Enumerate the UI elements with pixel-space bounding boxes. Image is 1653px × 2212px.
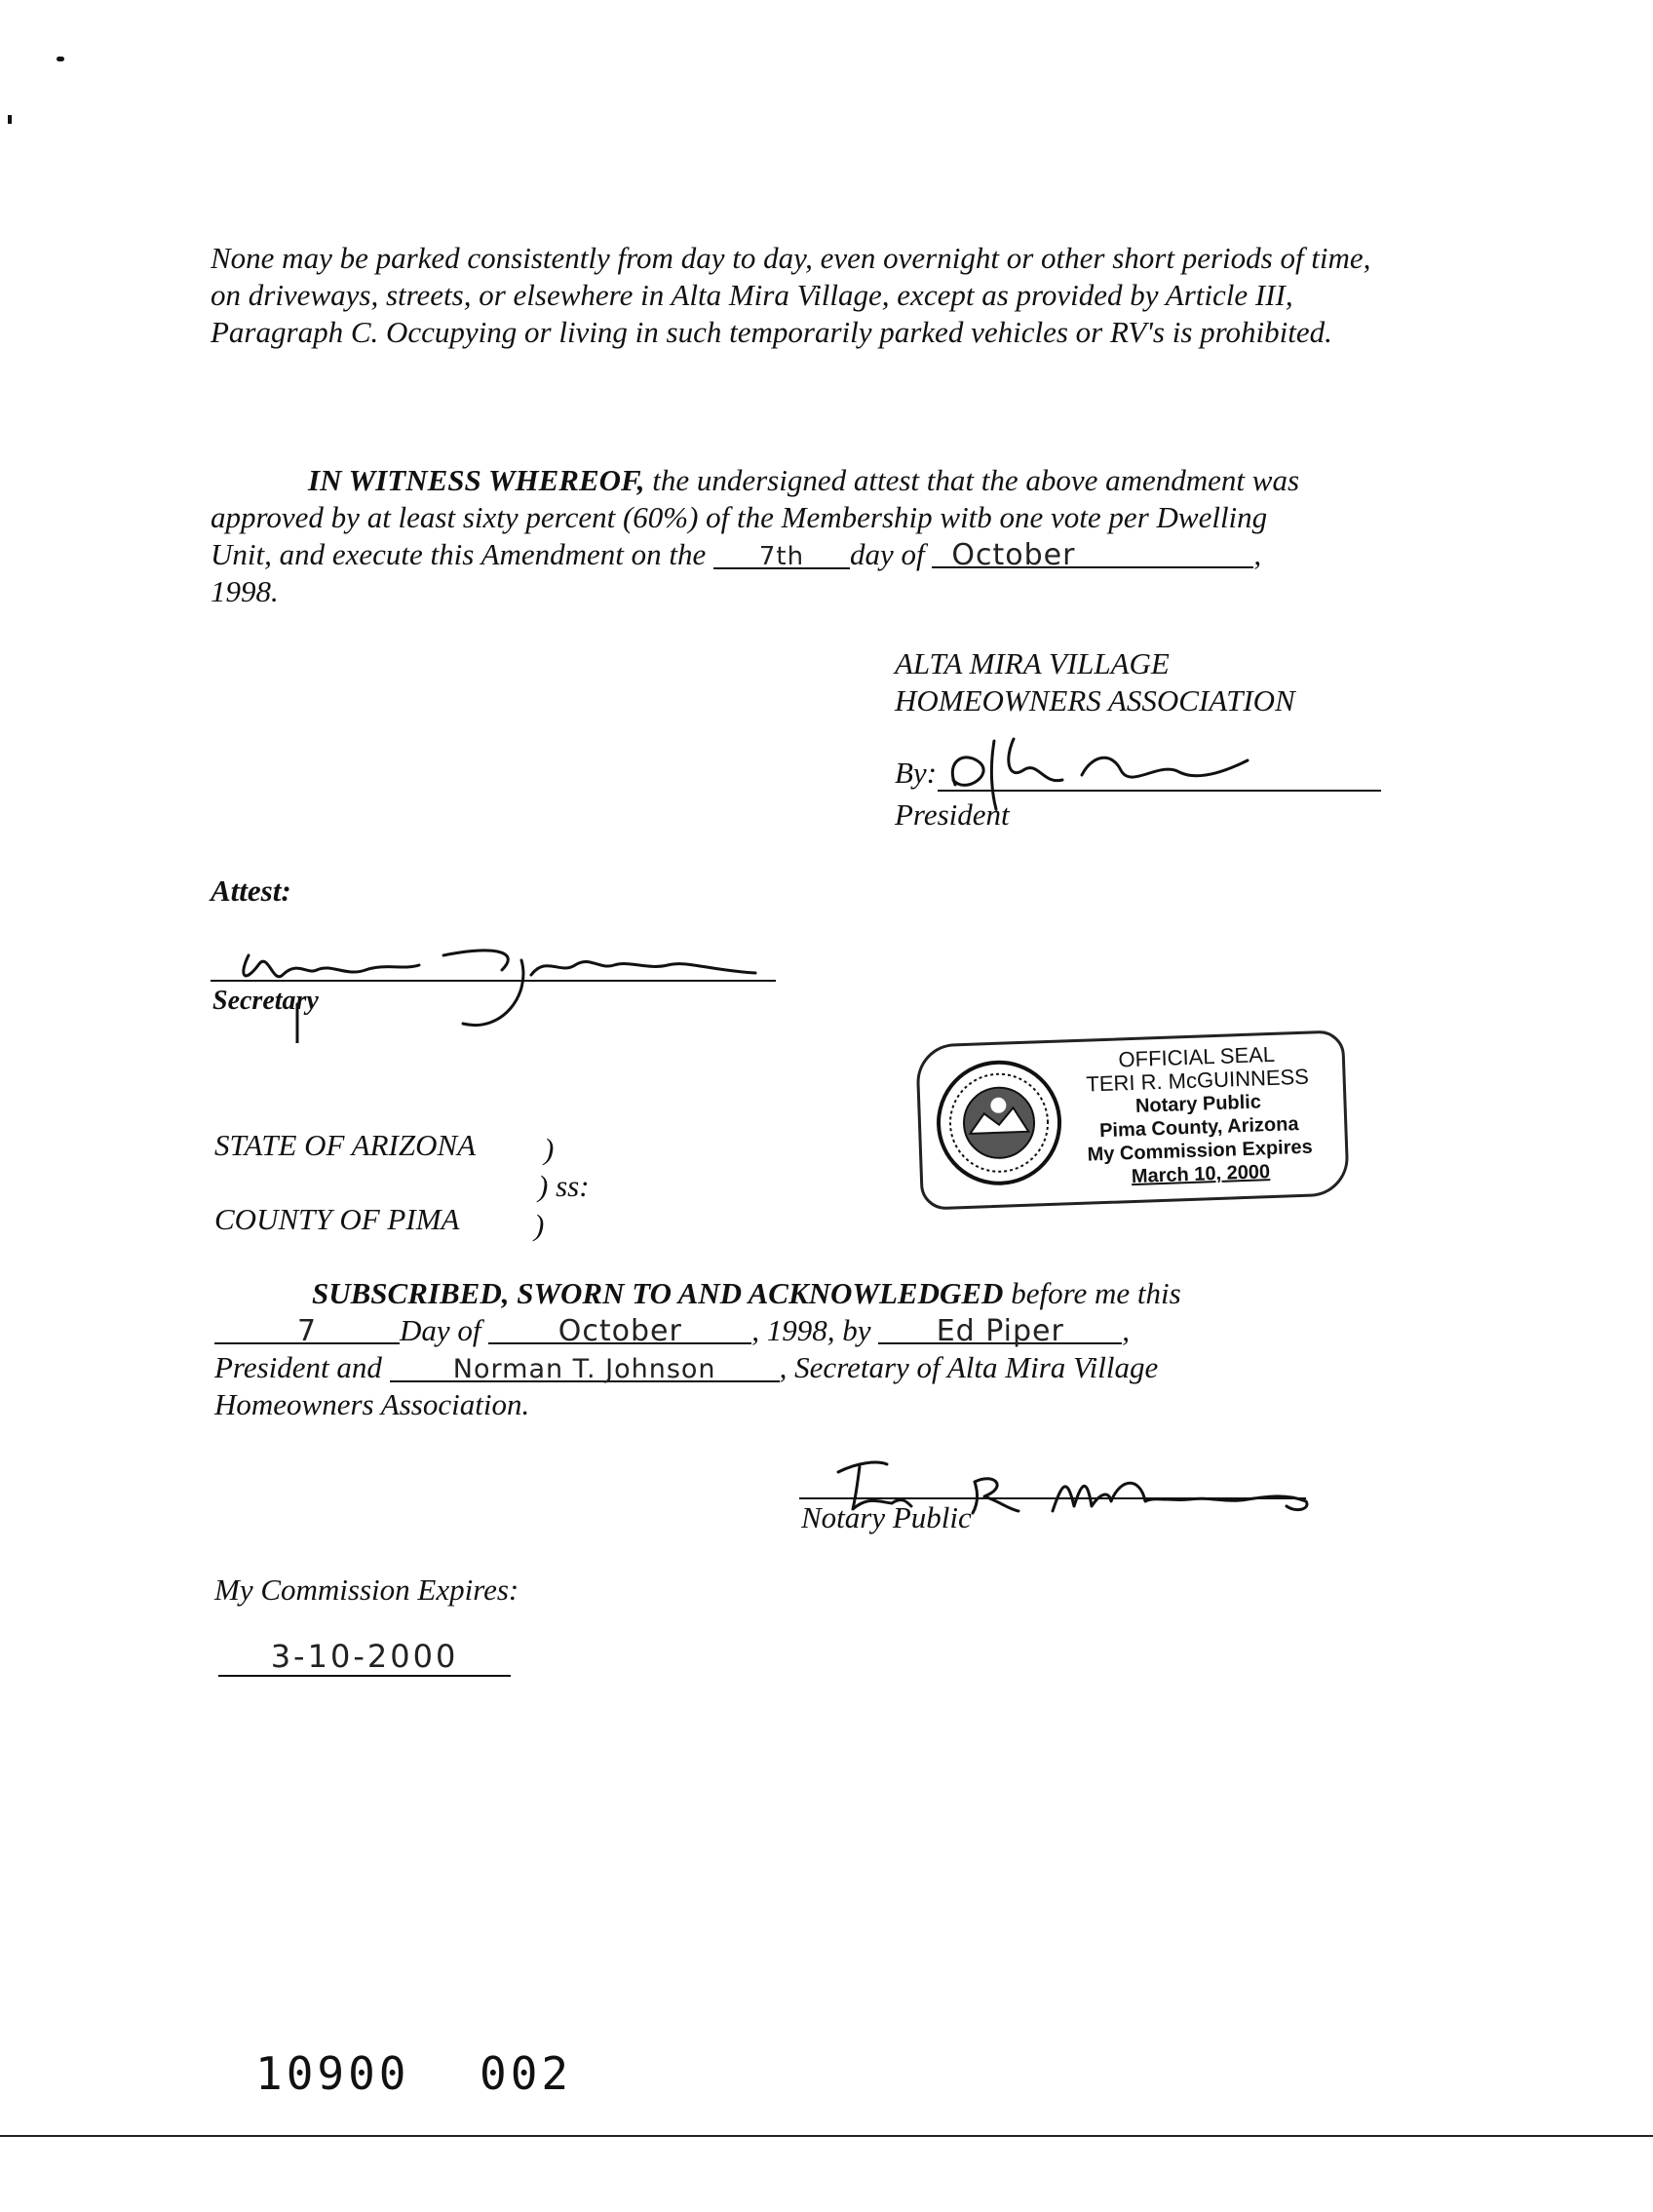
witness-day-field: 7th [713,538,850,569]
arizona-state-seal-icon [929,1052,1070,1193]
attest-label: Attest: [211,873,291,908]
secretary-title: Secretary [212,986,319,1016]
witness-line3a: Unit, and execute this Amendment on the [211,537,707,571]
page-bottom-rule [0,2135,1653,2137]
ack-line-4: Homeowners Association. [214,1387,530,1421]
ack-line-1 [214,1275,1423,1312]
document-number-part-1: 10900 [255,2047,410,2100]
parking-restriction-paragraph: None may be parked consistently from day to day, even overnight or other short periods of time, on driveways, streets, or elsewhere in Alta Mira Village, except as provided by Article III, Paragraph C. Occupying or living in such temporarily parked vehicles or RV's is prohibited. [211,241,1371,349]
witness-line-3: Unit, and execute this Amendment on the 7th day of October , [211,537,1262,572]
venue-county: COUNTY OF PIMA [214,1202,460,1236]
witness-line1-text: the undersigned attest that the above amendment was [652,463,1300,497]
witness-month-field: October [932,537,1253,568]
ack-line-2: 7 Day of October , 1998, by Ed Piper , [214,1312,1423,1349]
seal-line-3: Notary Public [1134,1091,1262,1117]
ack-president-and: President and [214,1350,382,1384]
ack-day-of: Day of [400,1313,481,1347]
seal-line-4: Pima County, Arizona [1098,1113,1299,1143]
ack-lead-rest: before me this [1011,1276,1181,1310]
acknowledgment-paragraph [214,1275,1423,1423]
association-name-1: ALTA MIRA VILLAGE [895,646,1170,680]
ack-secretary-name-field: Norman T. Johnson [390,1351,780,1382]
notary-title: Notary Public [801,1500,972,1534]
ack-secretary-rest: , Secretary of Alta Mira Village [779,1350,1159,1384]
by-label: By: [895,756,938,790]
document-number-part-2: 002 [480,2047,573,2100]
ack-day-field: 7 [214,1313,400,1344]
ack-year-by: , 1998, by [751,1313,871,1347]
seal-text-block [1055,1041,1342,1191]
ack-lead: SUBSCRIBED, SWORN TO AND ACKNOWLEDGED [312,1276,1004,1310]
secretary-signature-line [211,980,776,982]
ack-line-3 [214,1349,1423,1386]
venue-paren-2: ) [534,1208,545,1242]
seal-line-1: OFFICIAL SEAL [1118,1041,1276,1072]
commission-date: 3-10-2000 [270,1638,459,1675]
witness-line3b: day of [849,537,925,571]
commission-date-field [218,1638,511,1677]
venue-state: STATE OF ARIZONA [214,1128,477,1162]
witness-line-1 [211,462,1419,499]
ack-month-field: October [488,1313,751,1344]
commission-expires-label: My Commission Expires: [214,1572,519,1607]
association-name-2: HOMEOWNERS ASSOCIATION [895,683,1295,718]
seal-line-6: March 10, 2000 [1131,1161,1271,1188]
witness-paragraph [211,462,1419,610]
venue-paren-1: ) [544,1132,555,1166]
seal-line-5: My Commission Expires [1087,1136,1314,1166]
notary-seal-stamp [915,1029,1350,1210]
ack-president-name-field: Ed Piper [878,1313,1122,1344]
witness-line-2: approved by at least sixty percent (60%) of the Membership witb one vote per Dwelling [211,500,1268,534]
witness-line-4: 1998. [211,574,279,608]
seal-line-2: TERI R. McGUINNESS [1085,1064,1310,1097]
witness-lead: IN WITNESS WHEREOF, [308,463,645,497]
venue-ss: ) ss: [538,1169,590,1203]
scan-speck [57,57,64,61]
president-title: President [895,797,1010,832]
scan-speck [8,115,12,124]
